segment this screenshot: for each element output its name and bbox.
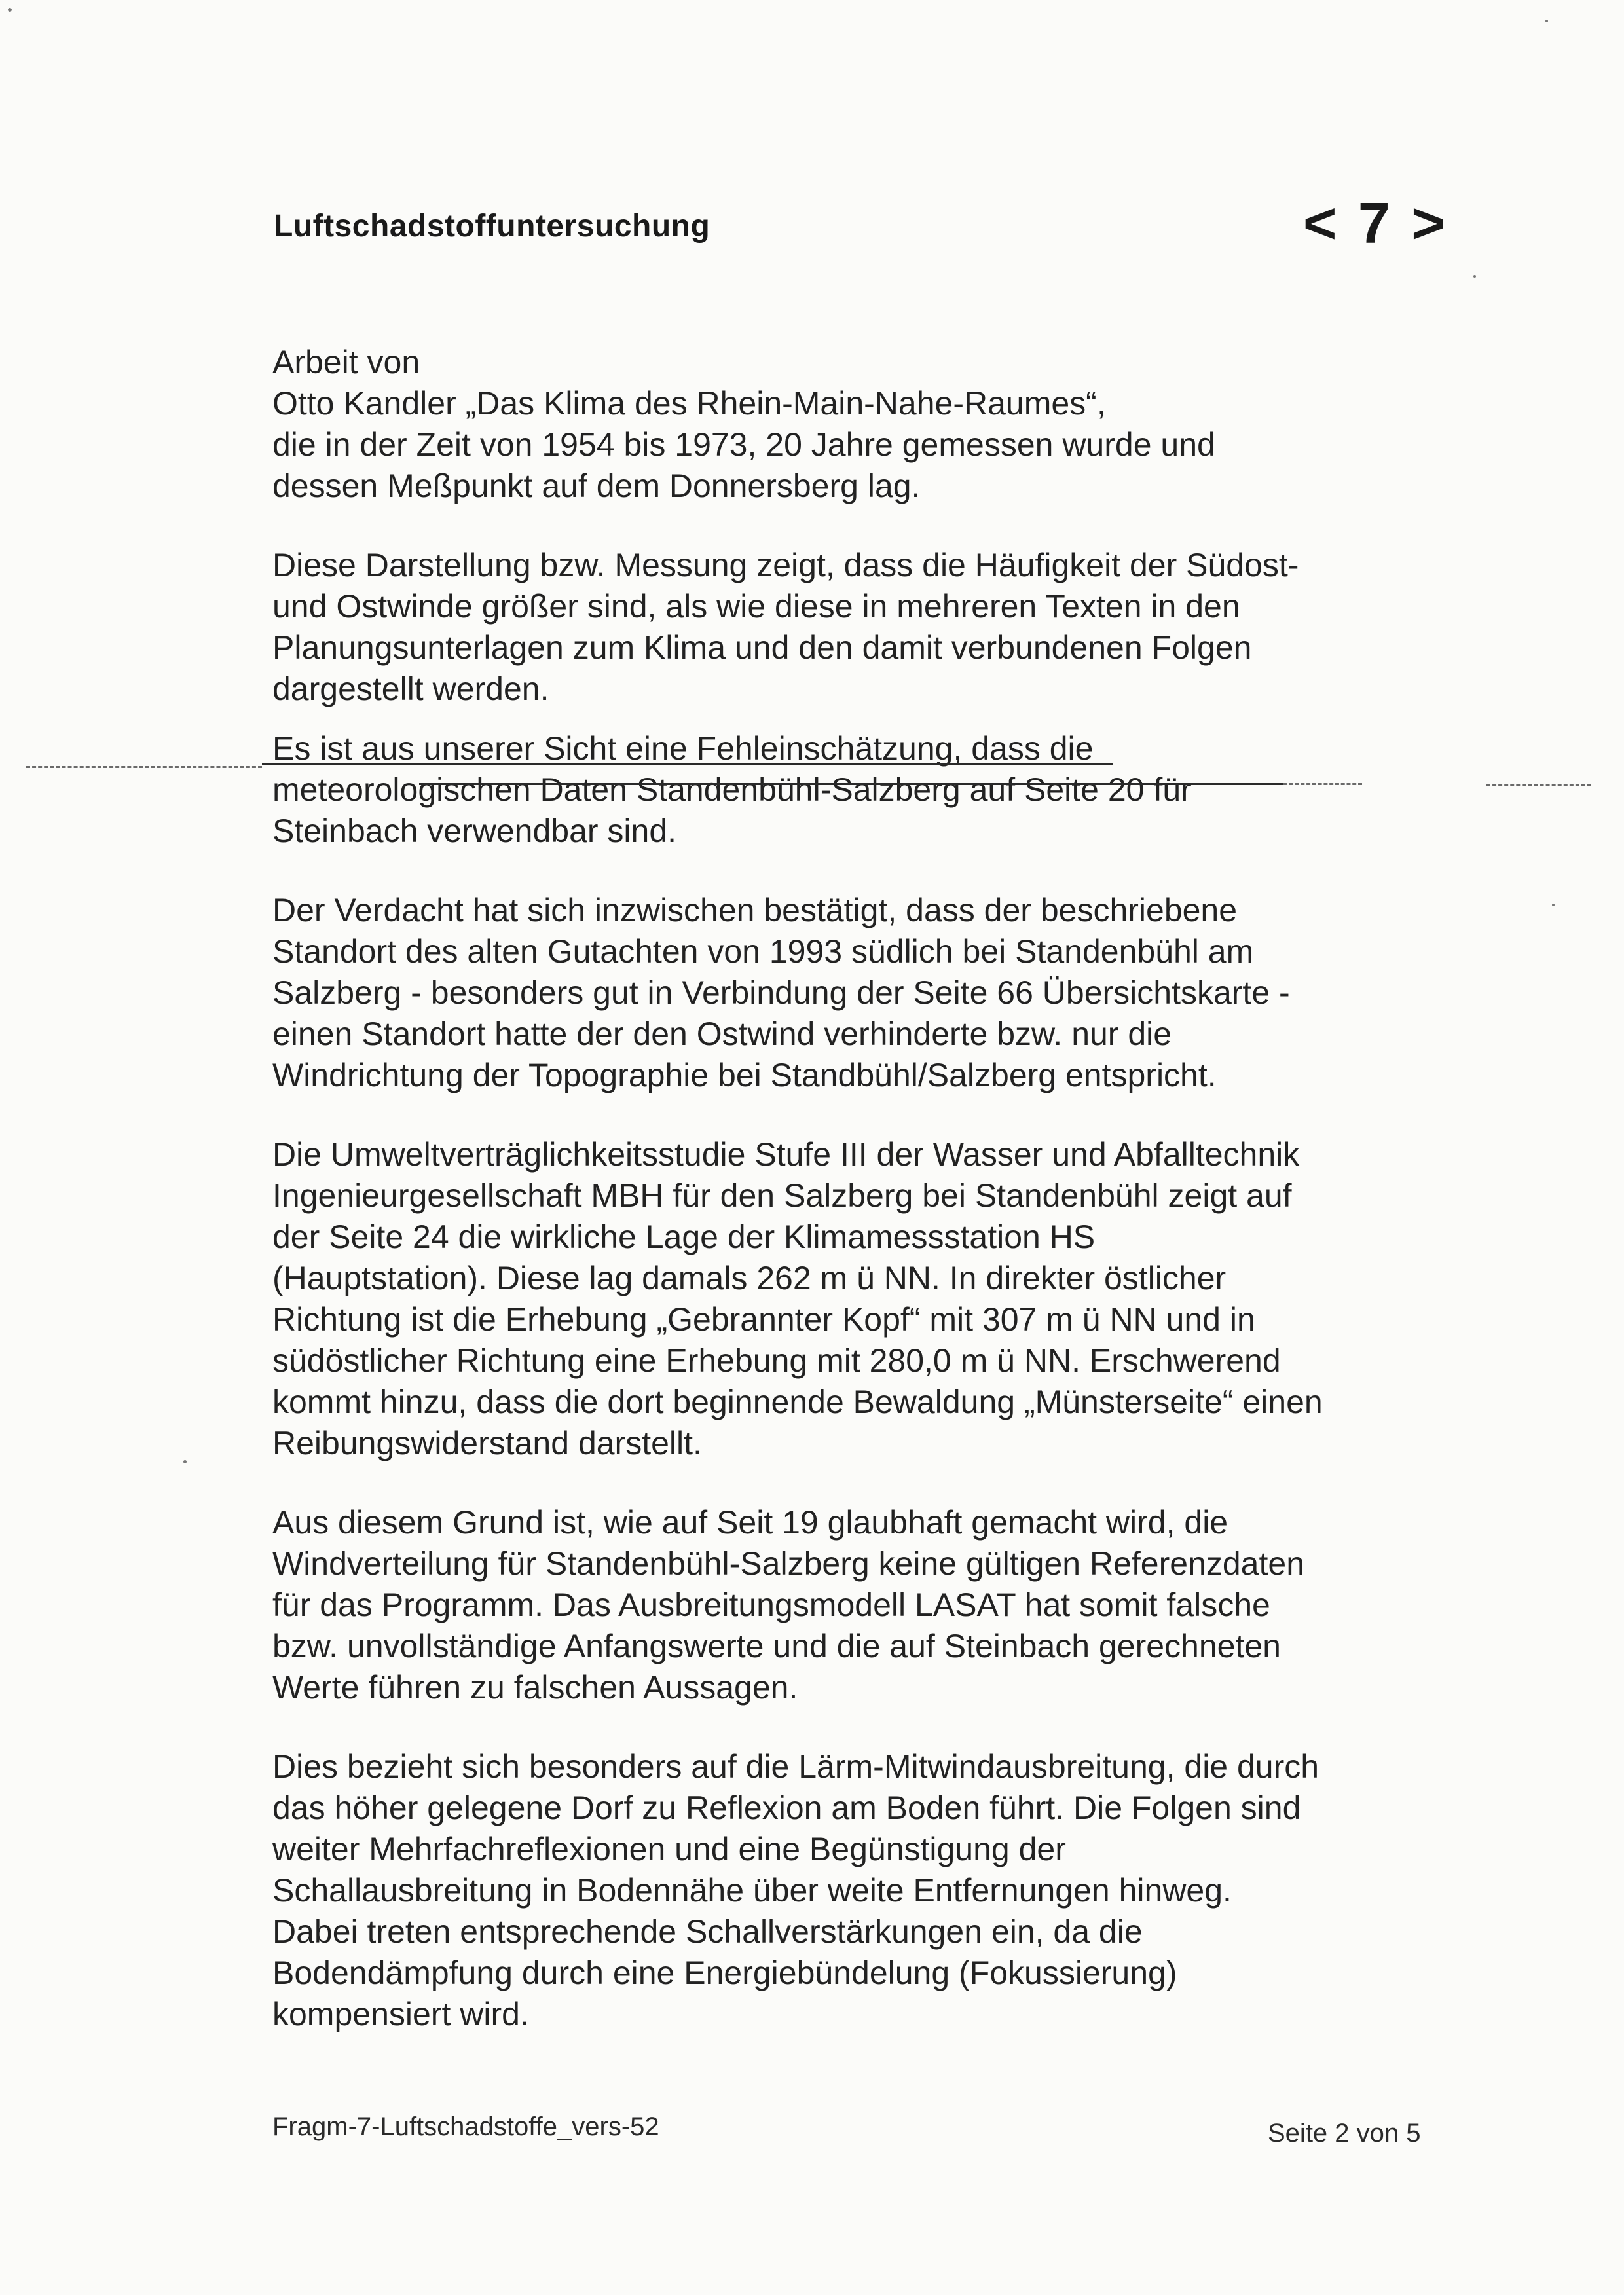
text-line: Reibungswiderstand darstellt. [272, 1425, 702, 1461]
text-line: (Hauptstation). Diese lag damals 262 m ü NN. In direkter östlicher [272, 1260, 1227, 1296]
text-line: Otto Kandler „Das Klima des Rhein-Main-Nahe-Raumes“, [272, 385, 1106, 422]
text-line: Windverteilung für Standenbühl-Salzberg keine gültigen Referenzdaten [272, 1545, 1305, 1582]
page-title: Luftschadstoffuntersuchung [274, 209, 710, 244]
paragraph-reason [272, 1502, 1490, 1708]
footer-document-name: Fragm-7-Luftschadstoffe_vers-52 [272, 2112, 659, 2141]
text-line: Aus diesem Grund ist, wie auf Seit 19 glaubhaft gemacht wird, die [272, 1504, 1228, 1541]
text-line: bzw. unvollständige Anfangswerte und die auf Steinbach gerechneten [272, 1628, 1281, 1664]
text-line: kompensiert wird. [272, 1996, 529, 2032]
footer-page-count: Seite 2 von 5 [1268, 2119, 1421, 2148]
text-line: dessen Meßpunkt auf dem Donnersberg lag. [272, 468, 921, 504]
text-line: Planungsunterlagen zum Klima und den damit verbundenen Folgen [272, 629, 1252, 666]
text-line: Windrichtung der Topographie bei Standbühl/Salzberg entspricht. [272, 1057, 1217, 1093]
scan-speck [183, 1460, 187, 1463]
text-line: Der Verdacht hat sich inzwischen bestätigt, dass der beschriebene [272, 892, 1238, 928]
text-line: das höher gelegene Dorf zu Reflexion am Boden führt. Die Folgen sind [272, 1790, 1301, 1826]
text-line: für das Programm. Das Ausbreitungsmodell LASAT hat somit falsche [272, 1587, 1270, 1623]
document-body [272, 342, 1490, 2073]
scan-speck [1473, 275, 1476, 278]
text-line: Salzberg - besonders gut in Verbindung der Seite 66 Übersichtskarte - [272, 974, 1290, 1011]
text-line: Arbeit von [272, 344, 420, 380]
text-line: einen Standort hatte der den Ostwind verhinderte bzw. nur die [272, 1016, 1172, 1052]
text-line: südöstlicher Richtung eine Erhebung mit 280,0 m ü NN. Erschwerend [272, 1342, 1281, 1379]
paragraph-misjudgement [272, 728, 1490, 852]
text-line: die in der Zeit von 1954 bis 1973, 20 Jahre gemessen wurde und [272, 426, 1215, 463]
text-line: Ingenieurgesellschaft MBH für den Salzberg bei Standenbühl zeigt auf [272, 1177, 1292, 1214]
text-line: Diese Darstellung bzw. Messung zeigt, dass die Häufigkeit der Südost- [272, 547, 1299, 583]
text-line: weiter Mehrfachreflexionen und eine Begünstigung der [272, 1831, 1066, 1867]
scan-fold-line-right [1486, 784, 1591, 786]
text-line: Es ist aus unserer Sicht eine Fehleinschätzung, dass die [272, 730, 1094, 767]
text-line: Bodendämpfung durch eine Energiebündelung (Fokussierung) [272, 1955, 1177, 1991]
text-line: Werte führen zu falschen Aussagen. [272, 1669, 798, 1706]
text-line: und Ostwinde größer sind, als wie diese in mehreren Texten in den [272, 588, 1240, 625]
text-line: meteorologischen Daten Standenbühl-Salzberg auf Seite 20 für [272, 771, 1192, 808]
scan-speck [8, 8, 12, 12]
text-line: der Seite 24 die wirkliche Lage der Klimamessstation HS [272, 1219, 1096, 1255]
text-line: Steinbach verwendbar sind. [272, 813, 677, 849]
scan-speck [1552, 904, 1555, 906]
scan-speck [1545, 20, 1548, 22]
paragraph-source [272, 342, 1490, 507]
strike-mark [419, 783, 1283, 785]
text-line: Dies bezieht sich besonders auf die Lärm-Mitwindausbreitung, die durch [272, 1748, 1320, 1785]
scan-fold-line-mid [1283, 783, 1362, 785]
text-line: Die Umweltverträglichkeitsstudie Stufe III der Wasser und Abfalltechnik [272, 1136, 1300, 1173]
paragraph-study [272, 1134, 1490, 1464]
scan-fold-line-left [26, 766, 262, 768]
text-line: Dabei treten entsprechende Schallverstärkungen ein, da die [272, 1913, 1143, 1950]
text-line: Standort des alten Gutachten von 1993 südlich bei Standenbühl am [272, 933, 1254, 970]
paragraph-noise [272, 1746, 1490, 2035]
paragraph-suspicion [272, 890, 1490, 1096]
text-line: Schallausbreitung in Bodennähe über weite Entfernungen hinweg. [272, 1872, 1232, 1909]
text-line: Richtung ist die Erhebung „Gebrannter Kopf“ mit 307 m ü NN und in [272, 1301, 1255, 1338]
text-line: dargestellt werden. [272, 670, 549, 707]
text-line: kommt hinzu, dass die dort beginnende Bewaldung „Münsterseite“ einen [272, 1384, 1323, 1420]
underline-mark [262, 763, 1113, 765]
paragraph-measurement [272, 545, 1490, 710]
page-number-marker: < 7 > [1303, 191, 1448, 255]
